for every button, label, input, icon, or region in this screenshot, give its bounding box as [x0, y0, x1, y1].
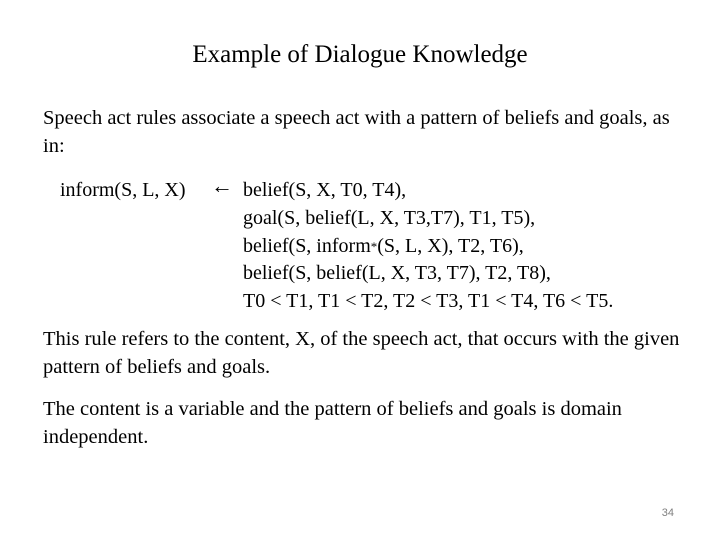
page-number: 34 [661, 507, 674, 519]
slide-title: Example of Dialogue Knowledge [192, 41, 528, 68]
rule-condition-3 [243, 232, 524, 261]
rule-head: inform(S, L, X) [60, 179, 186, 201]
intro-paragraph: Speech act rules associate a speech act with a pattern of beliefs and goals, as in: [43, 107, 670, 157]
rule-condition-1: belief(S, X, T0, T4), [243, 179, 407, 201]
explanation-paragraph: This rule refers to the content, X, of the speech act, that occurs with the given pattern of beliefs and goals. [43, 328, 680, 378]
star-symbol: * [370, 239, 378, 254]
rule-condition-3-prefix: belief(S, inform [243, 235, 371, 257]
rule-condition-4: belief(S, belief(L, X, T3, T7), T2, T8), [243, 262, 551, 284]
rule-condition-3-suffix: (S, L, X), T2, T6), [377, 235, 524, 257]
rule-condition-2: goal(S, belief(L, X, T3,T7), T1, T5), [243, 207, 536, 229]
conclusion-paragraph: The content is a variable and the pattern of beliefs and goals is domain independent. [43, 398, 622, 448]
left-arrow-symbol: ← [211, 173, 233, 198]
rule-temporal-constraints: T0 < T1, T1 < T2, T2 < T3, T1 < T4, T6 < T5. [243, 290, 614, 312]
